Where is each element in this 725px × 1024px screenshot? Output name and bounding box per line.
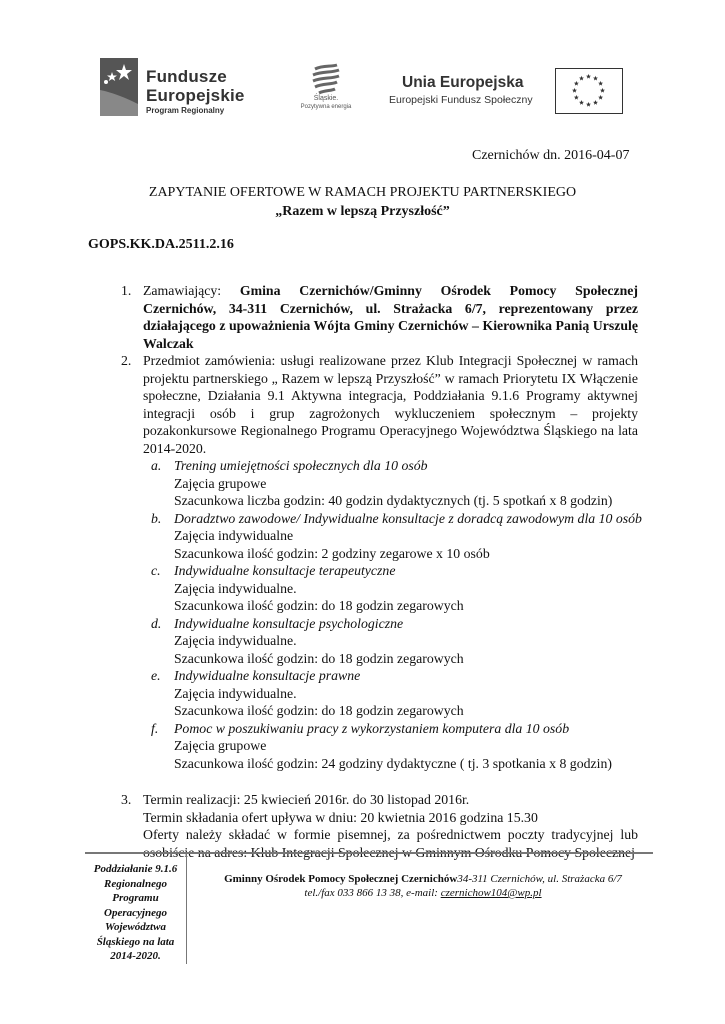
subitem-letter: a. bbox=[151, 458, 162, 473]
subitem-line: Zajęcia indywidualne. bbox=[174, 685, 297, 701]
eu-star bbox=[593, 100, 598, 105]
subitem-title: Trening umiejętności społecznych dla 10 osób bbox=[174, 458, 428, 473]
fundusze-europejskie-logo bbox=[100, 58, 245, 120]
eu-flag bbox=[555, 68, 623, 114]
slaskie-logo-line1: Śląskie. bbox=[313, 95, 339, 102]
eu-star bbox=[574, 95, 579, 100]
document-body bbox=[88, 282, 642, 861]
contracting-authority: Gmina Czernichów/Gminny Ośrodek Pomocy Społecznej Czernichów, 34-311 Czernichów, ul. Strażacka 6/7, reprezentowany przez działającego z upoważnienia Wójta Gminy Czernichów – Kierownika Panią Urszulę Walczak bbox=[143, 283, 638, 351]
subitem-letter: c. bbox=[151, 563, 161, 578]
slaskie-logo bbox=[296, 63, 356, 119]
subitem-line: Zajęcia indywidualne. bbox=[174, 633, 297, 648]
subitem-line: Zajęcia grupowe bbox=[174, 475, 267, 491]
subitem-c bbox=[88, 562, 638, 615]
subitem-line: Szacunkowa ilość godzin: 24 godziny dydaktyczne ( tj. 3 spotkania x 8 godzin) bbox=[174, 755, 612, 771]
footer-left-line: Regionalnego bbox=[104, 877, 167, 890]
item2-text: Przedmiot zamówienia: usługi realizowane przez Klub Integracji Społecznej w ramach projektu partnerskiego „ Razem w lepszą Przyszłość” w ramach Priorytetu IX Włączenie społeczne, Działania 9.1 Aktywna integracja, Poddziałania 9.1.6 Programy aktywnej integracji osób i grup zagrożonych wykluczeniem społecznym – projekty pozakonkursowe Regionalnego Programu Operacyjnego Województwa Śląskiego na lata 2014-2020. bbox=[143, 353, 638, 456]
item1-label: Zamawiający: bbox=[143, 283, 222, 298]
eu-star bbox=[593, 76, 598, 81]
unia-europejska-text bbox=[389, 73, 533, 108]
footer-left-line: Operacyjnego bbox=[104, 906, 167, 919]
eu-stars-icon bbox=[556, 69, 621, 112]
eu-star bbox=[572, 88, 577, 93]
subitem-title: Indywidualne konsultacje terapeutyczne bbox=[174, 563, 396, 578]
page-footer bbox=[85, 852, 653, 964]
ue-logo-line1: Unia Europejska bbox=[402, 74, 524, 91]
subitem-line: Zajęcia indywidualne. bbox=[174, 580, 297, 596]
list-number: 3. bbox=[121, 792, 132, 807]
subitem-line: Zajęcia indywidualne bbox=[174, 528, 294, 543]
item3-line2: Termin składania ofert upływa w dniu: 20 kwietnia 2016 godzina 15.30 bbox=[143, 809, 538, 825]
footer-program-info bbox=[85, 854, 187, 964]
list-item-2 bbox=[88, 352, 638, 457]
subitem-line: Szacunkowa ilość godzin: do 18 godzin zegarowych bbox=[174, 703, 464, 718]
footer-left-line: Programu bbox=[112, 892, 159, 904]
fe-logo-line1: Fundusze bbox=[146, 67, 227, 86]
subitem-d bbox=[88, 615, 638, 668]
subitem-letter: b. bbox=[151, 510, 162, 526]
eu-star bbox=[579, 100, 584, 105]
document-date: Czernichów dn. 2016-04-07 bbox=[472, 148, 630, 163]
eu-star bbox=[600, 88, 605, 93]
eu-star bbox=[586, 102, 591, 107]
subitem-line: Zajęcia grupowe bbox=[174, 738, 267, 753]
fe-logo-line3: Program Regionalny bbox=[146, 106, 225, 115]
footer-left-line: Poddziałanie 9.1.6 bbox=[93, 863, 178, 875]
eu-star bbox=[586, 74, 591, 79]
slaskie-wave-icon bbox=[309, 63, 343, 95]
subitem-line: Szacunkowa ilość godzin: 2 godziny zegarowe x 10 osób bbox=[174, 545, 490, 561]
eu-star bbox=[574, 81, 579, 86]
footer-left-line: 2014-2020. bbox=[110, 950, 161, 962]
footer-email-link[interactable]: czernichow104@wp.pl bbox=[440, 887, 542, 899]
subitem-f bbox=[88, 720, 638, 773]
subitem-a bbox=[88, 457, 638, 510]
subitem-title: Pomoc w poszukiwaniu pracy z wykorzystaniem komputera dla 10 osób bbox=[174, 720, 570, 736]
fe-logo-line2: Europejskie bbox=[146, 86, 245, 105]
subitem-line: Szacunkowa liczba godzin: 40 godzin dydaktycznych (tj. 5 spotkań x 8 godzin) bbox=[174, 493, 613, 508]
footer-org-name: Gminny Ośrodek Pomocy Społecznej Czernichów bbox=[224, 873, 458, 885]
item3-line3: Oferty należy składać w formie pisemnej, za pośrednictwem poczty tradycyjnej lub osobiście na adres: Klub Integracji Społecznej w Gminnym Ośrodku Pomocy Społecznej bbox=[143, 827, 638, 860]
document-title: ZAPYTANIE OFERTOWE W RAMACH PROJEKTU PARTNERSKIEGO bbox=[148, 185, 577, 200]
item3-line1: Termin realizacji: 25 kwiecień 2016r. do 30 listopad 2016r. bbox=[143, 792, 470, 807]
subitem-line: Szacunkowa ilość godzin: do 18 godzin zegarowych bbox=[174, 650, 464, 666]
ue-logo-line2: Europejski Fundusz Społeczny bbox=[389, 94, 533, 106]
list-item-1 bbox=[88, 282, 638, 352]
eu-star bbox=[598, 81, 603, 86]
header-logos bbox=[100, 58, 625, 120]
slaskie-logo-line2: Pozytywna energia bbox=[300, 104, 352, 110]
list-item-3 bbox=[88, 791, 638, 861]
eu-star bbox=[579, 76, 584, 81]
footer-contact bbox=[193, 872, 653, 900]
list-number: 1. bbox=[121, 283, 132, 298]
subitem-letter: f. bbox=[151, 720, 159, 736]
subitem-b bbox=[88, 510, 642, 563]
subitem-line: Szacunkowa ilość godzin: do 18 godzin zegarowych bbox=[174, 598, 464, 613]
subitem-letter: e. bbox=[151, 668, 161, 683]
subitem-letter: d. bbox=[151, 615, 162, 631]
list-number: 2. bbox=[121, 353, 132, 368]
footer-address: 34-311 Czernichów, ul. Strażacka 6/7 bbox=[457, 873, 622, 885]
eu-star bbox=[598, 95, 603, 100]
subitem-e bbox=[88, 667, 638, 720]
footer-phone: tel./fax 033 866 13 38, e-mail: bbox=[304, 887, 441, 899]
subitem-title: Indywidualne konsultacje prawne bbox=[174, 668, 361, 683]
footer-left-line: Województwa bbox=[105, 921, 166, 933]
footer-left-line: Śląskiego na lata bbox=[96, 935, 175, 948]
project-name: „Razem w lepszą Przyszłość” bbox=[275, 204, 450, 219]
subitem-title: Doradztwo zawodowe/ Indywidualne konsultacje z doradcą zawodowym dla 10 osób bbox=[174, 510, 642, 526]
reference-number: GOPS.KK.DA.2511.2.16 bbox=[88, 237, 234, 252]
fundusze-europejskie-star-icon bbox=[100, 58, 138, 116]
subitem-title: Indywidualne konsultacje psychologiczne bbox=[174, 615, 404, 631]
